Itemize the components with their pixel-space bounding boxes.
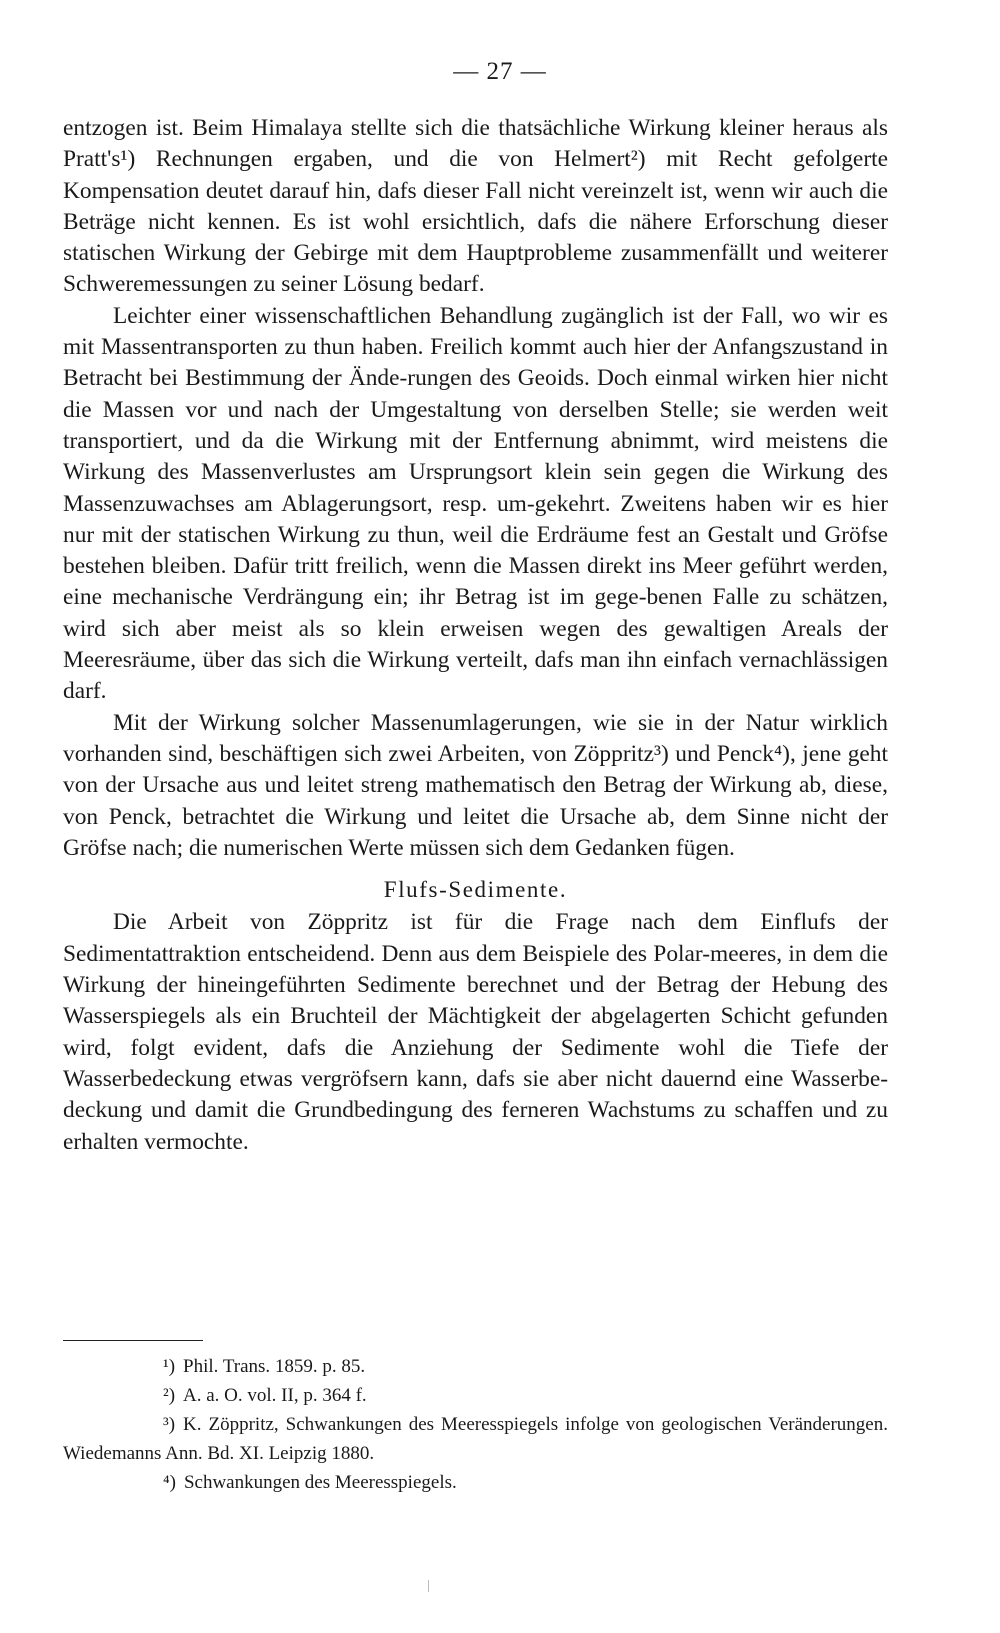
footnote-text: K. Zöppritz, Schwankungen des Meeresspiegels infolge von geologischen Veränderungen. Wiedemanns Ann. Bd. XI. Leipzig 1880. [63, 1414, 888, 1464]
footnote-2 [63, 1381, 888, 1410]
page-number: — 27 — [453, 58, 547, 85]
footnote-marker: ³) [163, 1414, 176, 1435]
footnote-text: Phil. Trans. 1859. p. 85. [183, 1356, 366, 1377]
footnote-3 [63, 1410, 888, 1468]
footnote-text: A. a. O. vol. II, p. 364 f. [183, 1385, 367, 1406]
footnote-marker: ¹) [163, 1356, 176, 1377]
paragraph-3: Mit der Wirkung solcher Massenumlagerungen, wie sie in der Natur wirklich vorhanden sind, beschäftigen sich zwei Arbeiten, von Zöppritz³) und Penck⁴), jene geht von der Ursache aus und leitet streng mathematisch den Betrag der Wirkung ab, diese, von Penck, betrachtet die Wirkung und leitet die Ursache ab, dem Sinne nicht der Gröfse nach; die numerischen Werte müssen sich dem Gedanken fügen. [63, 709, 888, 861]
footnote-marker: ⁴) [163, 1472, 176, 1493]
paragraph-1: entzogen ist. Beim Himalaya stellte sich die thatsächliche Wirkung kleiner heraus als Pratt's¹) Rechnungen ergaben, und die von Helmert²) mit Recht gefolgerte Kompensation deutet darauf hin, dafs dieser Fall nicht vereinzelt ist, wenn wir auch die Beträge nicht kennen. Es ist wohl ersichtlich, dafs die nähere Erforschung dieser statischen Wirkung der Gebirge mit dem Hauptprobleme zusammenfällt und weiterer Schweremessungen zu seiner Lösung bedarf. [63, 115, 888, 298]
footnote-divider [63, 1340, 203, 1341]
footnote-1 [63, 1352, 888, 1381]
footnote-text: Schwankungen des Meeresspiegels. [183, 1472, 457, 1493]
paragraph-4: Die Arbeit von Zöppritz ist für die Frage nach dem Einflufs der Sedimentattraktion entscheidend. Denn aus dem Beispiele des Polar-meeres, in dem die Wirkung der hineingeführten Sedimente berechnet und der Betrag der Hebung des Wasserspiegels als ein Bruchteil der Mächtigkeit der abgelagerten Schicht gefunden wird, folgt evident, dafs die Anziehung der Sedimente wohl die Tiefe der Wasserbedeckung etwas vergröfsern kann, dafs sie aber nicht dauernd eine Wasserbe-deckung und damit die Grundbedingung des ferneren Wachstums zu schaffen und zu erhalten vermochte. [63, 909, 888, 1155]
footnote-4 [63, 1468, 888, 1497]
body-text [63, 113, 888, 1158]
scan-speck [428, 1580, 429, 1592]
footnote-marker: ²) [163, 1385, 176, 1406]
footnotes [63, 1352, 888, 1497]
paragraph-2: Leichter einer wissenschaftlichen Behandlung zugänglich ist der Fall, wo wir es mit Massentransporten zu thun haben. Freilich kommt auch hier der Anfangszustand in Betracht bei Bestimmung der Ände-rungen des Geoids. Doch einmal wirken hier nicht die Massen vor und nach der Umgestaltung von derselben Stelle; sie werden weit transportiert, und da die Wirkung mit der Entfernung abnimmt, wird meistens die Wirkung des Massenverlustes am Ursprungsort klein sein gegen die Wirkung des Massenzuwachses am Ablagerungsort, resp. um-gekehrt. Zweitens haben wir es hier nur mit der statischen Wirkung zu thun, weil die Erdräume fest an Gestalt und Gröfse bestehen bleiben. Dafür tritt freilich, wenn die Massen direkt ins Meer geführt werden, eine mechanische Verdrängung ein; ihr Betrag ist im gege-benen Falle zu schätzen, wird sich aber meist als so klein erweisen wegen des gewaltigen Areals der Meeresräume, über das sich die Wirkung verteilt, dafs man ihn einfach vernachlässigen darf. [63, 302, 888, 705]
section-heading: Flufs-Sedimente. [383, 877, 568, 903]
